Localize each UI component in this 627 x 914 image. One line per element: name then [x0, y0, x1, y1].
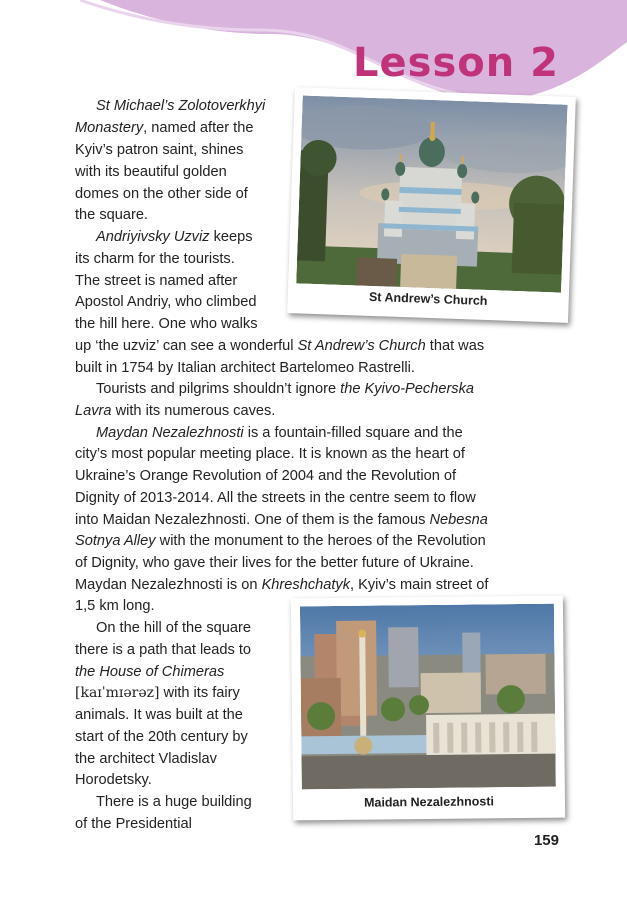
text-line: [kaɪˈmɪərəz] with its fairy	[75, 685, 240, 701]
text-line: animals. It was built at the	[75, 707, 243, 723]
text-line: Andriyivsky Uzviz keeps	[96, 229, 253, 245]
church-illustration	[296, 95, 567, 292]
text-line: the hill here. One who walks	[75, 316, 258, 332]
text-line: built in 1754 by Italian architect Bartelomeo Rastrelli.	[75, 360, 415, 376]
page-number: 159	[533, 832, 559, 849]
text-line: Apostol Andriy, who climbed	[75, 294, 257, 310]
church-caption: St Andrew’s Church	[368, 289, 488, 309]
text-line: the architect Vladislav	[75, 751, 217, 767]
text-line: Sotnya Alley with the monument to the heroes of the Revolution	[75, 533, 486, 549]
maidan-illustration	[300, 604, 556, 790]
text-line: of the Presidential	[75, 816, 192, 832]
maidan-caption: Maidan Nezalezhnosti	[363, 794, 494, 810]
text-line: Horodetsky.	[75, 772, 152, 788]
text-line: up ‘the uzviz’ can see a wonderful St Andrew’s Church that was	[75, 338, 485, 354]
text-line: Ukraine’s Orange Revolution of 2004 and the Revolution of	[75, 468, 457, 484]
text-line: Lavra with its numerous caves.	[75, 403, 276, 419]
text-line: There is a huge building	[96, 794, 252, 810]
text-line: there is a path that leads to	[75, 642, 252, 658]
maidan-photo	[291, 596, 565, 821]
text-line: St Michael’s Zolotoverkhyi	[96, 98, 266, 114]
text-line: into Maidan Nezalezhnosti. One of them is the famous Nebesna	[75, 512, 488, 528]
text-line: Monastery, named after the	[75, 120, 254, 136]
text-line: On the hill of the square	[96, 620, 251, 636]
text-line: 1,5 km long.	[75, 598, 155, 614]
text-line: Kyiv’s patron saint, shines	[75, 142, 244, 158]
text-line: its charm for the tourists.	[75, 251, 235, 267]
text-line: the House of Chimeras	[75, 664, 225, 680]
text-line: Dignity of 2013-2014. All the streets in the centre seem to flow	[75, 490, 476, 506]
text-line: of Dignity, who gave their lives for the better future of Ukraine.	[75, 555, 474, 571]
lesson-title: Lesson 2	[353, 40, 559, 86]
text-line: domes on the other side of	[75, 186, 248, 202]
text-line: start of the 20th century by	[75, 729, 248, 745]
text-line: Maydan Nezalezhnosti is on Khreshchatyk, Kyiv’s main street of	[75, 577, 489, 593]
text-line: city’s most popular meeting place. It is known as the heart of	[75, 446, 465, 462]
text-line: the square.	[75, 207, 149, 223]
st-andrews-church-photo	[287, 87, 576, 323]
text-line: with its beautiful golden	[75, 164, 227, 180]
text-line: The street is named after	[75, 273, 238, 289]
text-line: Tourists and pilgrims shouldn’t ignore the Kyivo-Pecherska	[96, 381, 475, 397]
text-line: Maydan Nezalezhnosti is a fountain-filled square and the	[96, 425, 463, 441]
